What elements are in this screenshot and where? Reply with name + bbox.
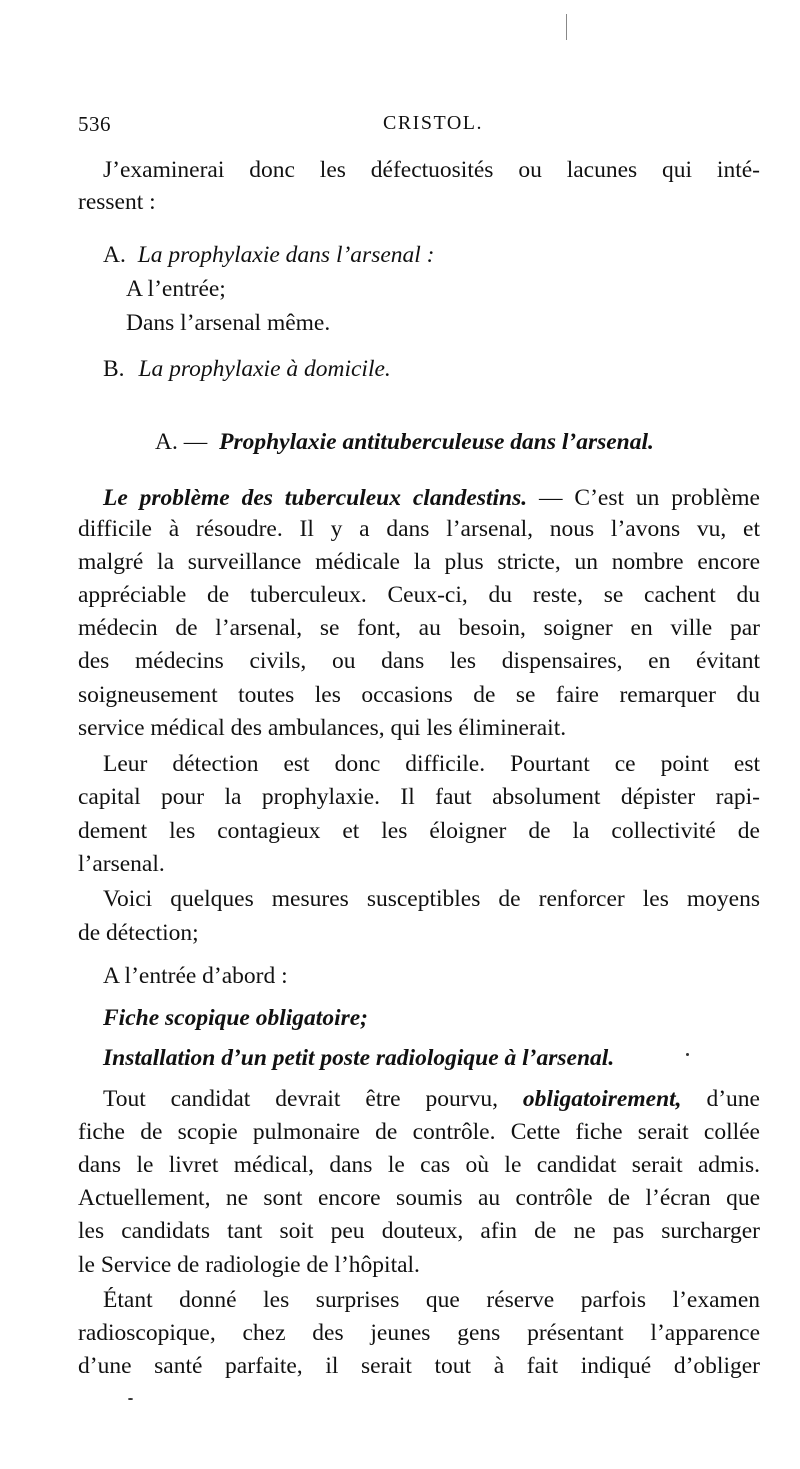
- list-item: Installation d’un petit poste radiologique à l’arsenal.: [103, 1045, 615, 1071]
- outline-item-a: [103, 240, 435, 270]
- text-line: l’arsenal.: [78, 851, 165, 877]
- text-line: médecin de l’arsenal, se font, au besoin, soigner en ville par: [78, 615, 760, 641]
- outline-title: La prophylaxie dans l’arsenal :: [137, 242, 435, 268]
- text-line: dans le livret médical, dans le cas où le candidat serait admis.: [78, 1152, 760, 1178]
- scan-speck: [686, 1053, 689, 1056]
- text-line: difficile à résoudre. Il y a dans l’arsenal, nous l’avons vu, et: [78, 516, 760, 542]
- paragraph-heading: Le problème des tuberculeux clandestins.: [103, 485, 528, 511]
- text-line: le Service de radiologie de l’hôpital.: [78, 1252, 420, 1278]
- outline-subitem: Dans l’arsenal même.: [126, 310, 331, 336]
- text-fragment: — C’est un problème: [539, 485, 760, 511]
- text-line: des médecins civils, ou dans les dispensaires, en évitant: [78, 648, 760, 674]
- running-title: CRISTOL.: [383, 112, 483, 134]
- text-line: malgré la surveillance médicale la plus stricte, un nombre encore: [78, 549, 760, 575]
- text-line: capital pour la prophylaxie. Il faut absolument dépister rapi-: [78, 784, 760, 810]
- outline-letter: A.: [103, 242, 126, 268]
- text-line: J’examinerai donc les défectuosités ou lacunes qui inté-: [103, 157, 760, 183]
- outline-letter: B.: [103, 356, 125, 382]
- outline-item-b: [103, 354, 391, 384]
- emphasis: obligatoirement,: [522, 1086, 682, 1112]
- text-line: service médical des ambulances, qui les éliminerait.: [78, 715, 567, 741]
- text-line: A l’entrée d’abord :: [103, 963, 288, 989]
- text-line: Voici quelques mesures susceptibles de renforcer les moyens: [103, 886, 760, 912]
- text-line: [103, 483, 760, 513]
- text-line: ressent :: [78, 189, 156, 215]
- section-title: Prophylaxie antituberculeuse dans l’arsenal.: [219, 429, 654, 455]
- section-prefix: A. —: [155, 429, 208, 455]
- text-line: les candidats tant soit peu douteux, afin de ne pas surcharger: [78, 1218, 760, 1244]
- text-fragment: d’une: [706, 1086, 760, 1112]
- text-line: radioscopique, chez des jeunes gens présentant l’apparence: [78, 1320, 760, 1346]
- text-line: [103, 1084, 760, 1114]
- text-line: fiche de scopie pulmonaire de contrôle. Cette fiche serait collée: [78, 1119, 760, 1145]
- text-line: dement les contagieux et les éloigner de la collectivité de: [78, 818, 760, 844]
- outline-subitem: A l’entrée;: [126, 276, 226, 302]
- text-line: Leur détection est donc difficile. Pourtant ce point est: [103, 751, 760, 777]
- text-line: Actuellement, ne sont encore soumis au contrôle de l’écran que: [78, 1185, 760, 1211]
- text-line: appréciable de tuberculeux. Ceux-ci, du reste, se cachent du: [78, 582, 760, 608]
- text-line: d’une santé parfaite, il serait tout à fait indiqué d’obliger: [78, 1353, 760, 1379]
- page-number: 536: [78, 112, 111, 136]
- list-item: Fiche scopique obligatoire;: [103, 1005, 369, 1031]
- outline-title: La prophylaxie à domicile.: [138, 356, 391, 382]
- text-fragment: Tout candidat devrait être pourvu,: [103, 1086, 498, 1112]
- page-header: [78, 112, 758, 142]
- scan-mark: [566, 14, 567, 40]
- section-heading: [155, 427, 654, 457]
- text-line: de détection;: [78, 920, 199, 946]
- text-line: Étant donné les surprises que réserve parfois l’examen: [103, 1287, 760, 1313]
- text-line: soigneusement toutes les occasions de se faire remarquer du: [78, 682, 760, 708]
- scan-speck: [128, 1398, 133, 1400]
